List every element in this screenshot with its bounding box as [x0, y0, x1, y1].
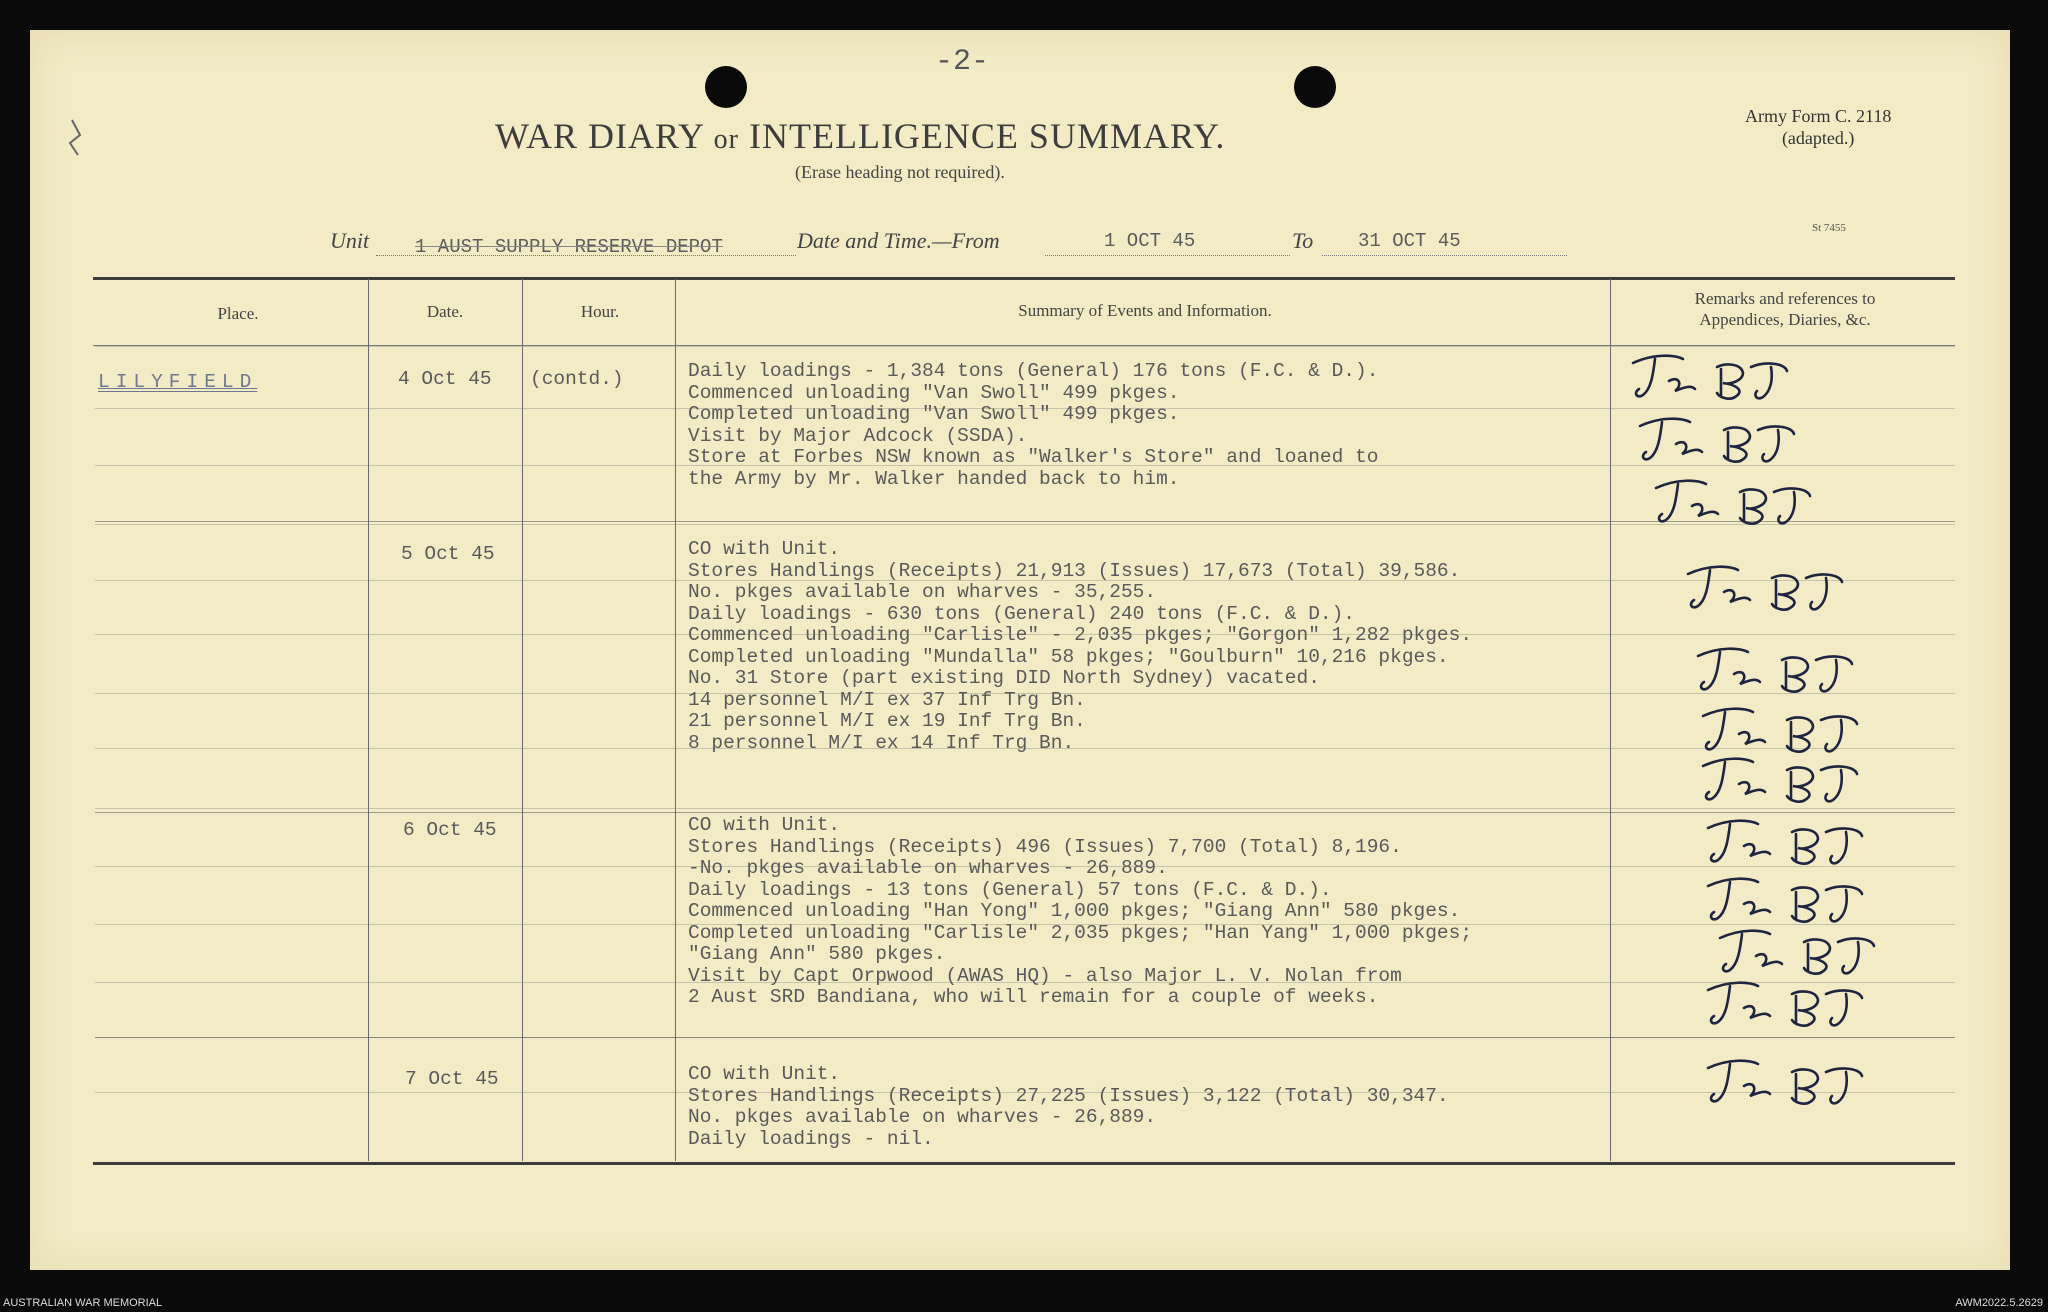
punch-hole	[1294, 66, 1336, 108]
entry-line: Store at Forbes NSW known as "Walker's Store" and loaned to	[688, 446, 1379, 468]
remarks-header-line1: Remarks and references to	[1694, 289, 1876, 308]
unit-value: 1 AUST SUPPLY RESERVE DEPOT	[415, 236, 723, 258]
entry-line: 8 personnel M/I ex 14 Inf Trg Bn.	[688, 731, 1075, 754]
column-header-summary: Summary of Events and Information.	[1018, 301, 1272, 320]
pencil-mark	[62, 115, 92, 160]
entry-date: 6 Oct 45	[403, 819, 497, 841]
entry-rule	[95, 812, 1955, 813]
entry-line: Visit by Major Adcock (SSDA).	[688, 424, 1028, 447]
handwritten-initials	[1625, 345, 1805, 405]
entry-line: Commenced unloading "Carlisle" - 2,035 pkges; "Gorgon" 1,282 pkges.	[688, 624, 1473, 646]
handwritten-initials	[1700, 868, 1880, 928]
entry-line: CO with Unit.	[688, 538, 841, 560]
handwritten-initials	[1700, 810, 1880, 870]
column-header-date: Date.	[426, 302, 464, 321]
handwritten-initials	[1700, 972, 1880, 1032]
form-reference	[1745, 105, 1891, 149]
column-divider	[1610, 279, 1611, 1161]
entry-line: No. 31 Store (part existing DID North Sydney) vacated.	[688, 667, 1320, 689]
table-top-rule	[93, 277, 1955, 280]
entry-date: 7 Oct 45	[405, 1068, 499, 1090]
from-dotted-line	[1045, 255, 1290, 256]
entry-line: Stores Handlings (Receipts) 27,225 (Issues) 3,122 (Total) 30,347.	[688, 1084, 1449, 1107]
entry-line: CO with Unit.	[688, 1063, 841, 1085]
handwritten-initials	[1690, 638, 1870, 698]
column-divider	[522, 279, 523, 1161]
footer-reference: AWM2022.5.2629	[1955, 1297, 2043, 1309]
column-header-hour: Hour.	[580, 302, 620, 321]
entry-line: Commenced unloading "Van Swoll" 499 pkges.	[688, 381, 1180, 404]
entry-line: No. pkges available on wharves - 26,889.	[688, 1106, 1157, 1128]
entry-line: Daily loadings - 13 tons (General) 57 tons (F.C. & D.).	[688, 878, 1332, 901]
column-divider	[675, 279, 676, 1161]
entry-line: 14 personnel M/I ex 37 Inf Trg Bn.	[688, 688, 1086, 711]
from-value: 1 OCT 45	[1104, 230, 1196, 252]
place-name: LILYFIELD	[98, 371, 258, 393]
footer-credit: AUSTRALIAN WAR MEMORIAL	[3, 1297, 163, 1309]
remarks-header-line2: Appendices, Diaries, &c.	[1699, 310, 1871, 329]
to-label: To	[1292, 228, 1314, 253]
entry-line: 21 personnel M/I ex 19 Inf Trg Bn.	[688, 710, 1086, 732]
entry-line: Completed unloading "Mundalla" 58 pkges; "Goulburn" 10,216 pkges.	[688, 645, 1449, 668]
entry-line: Daily loadings - 630 tons (General) 240 tons (F.C. & D.).	[688, 602, 1356, 625]
handwritten-initials	[1695, 748, 1875, 808]
handwritten-initials	[1632, 408, 1812, 468]
title-or: or	[713, 124, 739, 155]
entry-line: -No. pkges available on wharves - 26,889.	[688, 857, 1168, 879]
handwritten-initials	[1680, 556, 1860, 616]
unit-label: Unit	[330, 228, 370, 253]
entry-line: CO with Unit.	[688, 814, 841, 836]
subtitle: (Erase heading not required).	[795, 162, 1005, 182]
form-note: (adapted.)	[1781, 128, 1855, 148]
handwritten-initials	[1700, 1050, 1880, 1110]
column-header-place: Place.	[217, 304, 259, 323]
entry-line: Stores Handlings (Receipts) 496 (Issues) 7,700 (Total) 8,196.	[688, 835, 1402, 858]
entry-summary	[688, 361, 1378, 490]
entry-line: Commenced unloading "Han Yong" 1,000 pkges; "Giang Ann" 580 pkges.	[688, 900, 1461, 922]
title-war-diary: WAR DIARY	[495, 116, 704, 156]
title-intelligence-summary: INTELLIGENCE SUMMARY.	[749, 116, 1226, 156]
stock-number: St 7455	[1812, 222, 1846, 234]
to-value: 31 OCT 45	[1358, 230, 1461, 252]
date-time-label: Date and Time.—From	[797, 228, 1000, 253]
handwritten-initials	[1712, 920, 1892, 980]
column-divider	[368, 279, 369, 1161]
entry-line: Daily loadings - 1,384 tons (General) 176 tons (F.C. & D.).	[688, 360, 1379, 382]
entry-line: Completed unloading "Van Swoll" 499 pkges.	[688, 403, 1180, 425]
entry-line: Stores Handlings (Receipts) 21,913 (Issues) 17,673 (Total) 39,586.	[688, 559, 1461, 582]
page-number: -2-	[935, 45, 990, 79]
entry-line: "Giang Ann" 580 pkges.	[688, 943, 946, 965]
entry-line: Completed unloading "Carlisle" 2,035 pkges; "Han Yang" 1,000 pkges;	[688, 921, 1473, 944]
column-header-remarks	[1620, 288, 1950, 330]
entry-hour: (contd.)	[530, 368, 624, 390]
handwritten-initials	[1648, 470, 1828, 530]
entry-date: 5 Oct 45	[401, 543, 495, 565]
entry-line: No. pkges available on wharves - 35,255.	[688, 581, 1157, 603]
entry-line: 2 Aust SRD Bandiana, who will remain for a couple of weeks.	[688, 986, 1379, 1008]
entry-line: Visit by Capt Orpwood (AWAS HQ) - also Major L. V. Nolan from	[688, 964, 1402, 987]
entry-line: Daily loadings - nil.	[688, 1127, 934, 1150]
entry-summary	[688, 1064, 1449, 1150]
entry-summary	[688, 539, 1472, 754]
form-number: Army Form C. 2118	[1745, 106, 1892, 126]
entry-rule	[95, 1037, 1955, 1038]
entry-summary	[688, 815, 1472, 1009]
entry-line: the Army by Mr. Walker handed back to him.	[688, 467, 1180, 490]
entry-date: 4 Oct 45	[398, 368, 492, 390]
to-dotted-line	[1322, 255, 1567, 256]
table-bottom-rule	[93, 1162, 1955, 1165]
page-title	[495, 115, 1225, 157]
punch-hole	[705, 66, 747, 108]
ruled-line	[95, 808, 1955, 809]
